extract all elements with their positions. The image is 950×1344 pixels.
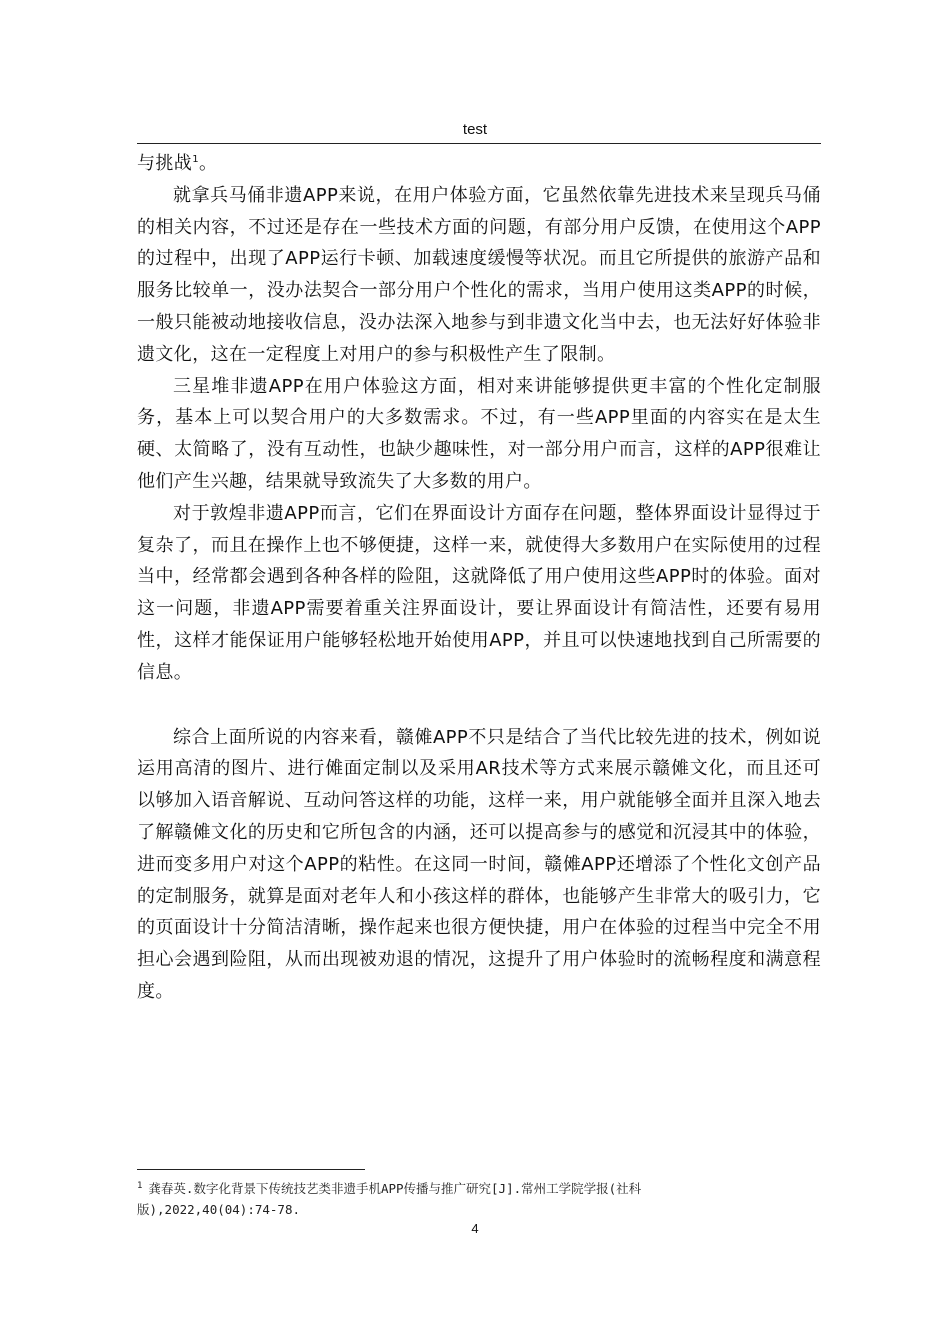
- page-header: test: [462, 121, 488, 138]
- paragraph-continuation: [137, 148, 821, 180]
- paragraph-terracotta: 就拿兵马俑非遗APP来说，在用户体验方面，它虽然依靠先进技术来呈现兵马俑的相关内容，不过还是存在一些技术方面的问题，有部分用户反馈，在使用这个APP的过程中，出现了APP运行卡顿、加载速度缓慢等状况。而且它所提供的旅游产品和服务比较单一，没办法契合一部分用户个性化的需求，当用户使用这类APP的时候，一般只能被动地接收信息，没办法深入地参与到非遗文化当中去，也无法好好体验非遗文化，这在一定程度上对用户的参与积极性产生了限制。: [137, 184, 821, 365]
- footnote-text: 龚春英.数字化背景下传统技艺类非遗手机APP传播与推广研究[J].常州工学院学报(社科版),2022,40(04):74-78.: [137, 1181, 642, 1217]
- footnote-divider: [137, 1169, 365, 1170]
- paragraph-sanxingdui: 三星堆非遗APP在用户体验这方面，相对来讲能够提供更丰富的个性化定制服务，基本上可以契合用户的大多数需求。不过，有一些APP里面的内容实在是太生硬、太简略了，没有互动性，也缺少趣味性，对一部分用户而言，这样的APP很难让他们产生兴趣，结果就导致流失了大多数的用户。: [137, 375, 821, 492]
- footnote-reference[interactable]: 1: [192, 154, 199, 165]
- paragraph-dunhuang: 对于敦煌非遗APP而言，它们在界面设计方面存在问题，整体界面设计显得过于复杂了，而且在操作上也不够便捷，这样一来，就使得大多数用户在实际使用的过程当中，经常都会遇到各种各样的险阻，这就降低了用户使用这些APP时的体验。面对这一问题，非遗APP需要着重关注界面设计，要让界面设计有简洁性，还要有易用性，这样才能保证用户能够轻松地开始使用APP，并且可以快速地找到自己所需要的信息。: [137, 502, 821, 683]
- paragraph-spacer: [137, 689, 821, 722]
- page-number: 4: [471, 1221, 479, 1236]
- paragraph-continuation-end: 。: [198, 153, 218, 174]
- header-divider: [137, 143, 821, 144]
- paragraph-continuation-text: 与挑战: [137, 153, 193, 174]
- footnote-mark: 1: [137, 1180, 143, 1191]
- footnote: [137, 1178, 737, 1220]
- paragraph-summary: 综合上面所说的内容来看，赣傩APP不只是结合了当代比较先进的技术，例如说运用高清的图片、进行傩面定制以及采用AR技术等方式来展示赣傩文化，而且还可以够加入语音解说、互动问答这样的功能，这样一来，用户就能够全面并且深入地去了解赣傩文化的历史和它所包含的内涵，还可以提高参与的感觉和沉浸其中的体验，进而变多用户对这个APP的粘性。在这同一时间，赣傩APP还增添了个性化文创产品的定制服务，就算是面对老年人和小孩这样的群体，也能够产生非常大的吸引力，它的页面设计十分简洁清晰，操作起来也很方便快捷，用户在体验的过程当中完全不用担心会遇到险阻，从而出现被劝退的情况，这提升了用户体验时的流畅程度和满意程度。: [137, 726, 821, 1002]
- document-body: [137, 148, 821, 1008]
